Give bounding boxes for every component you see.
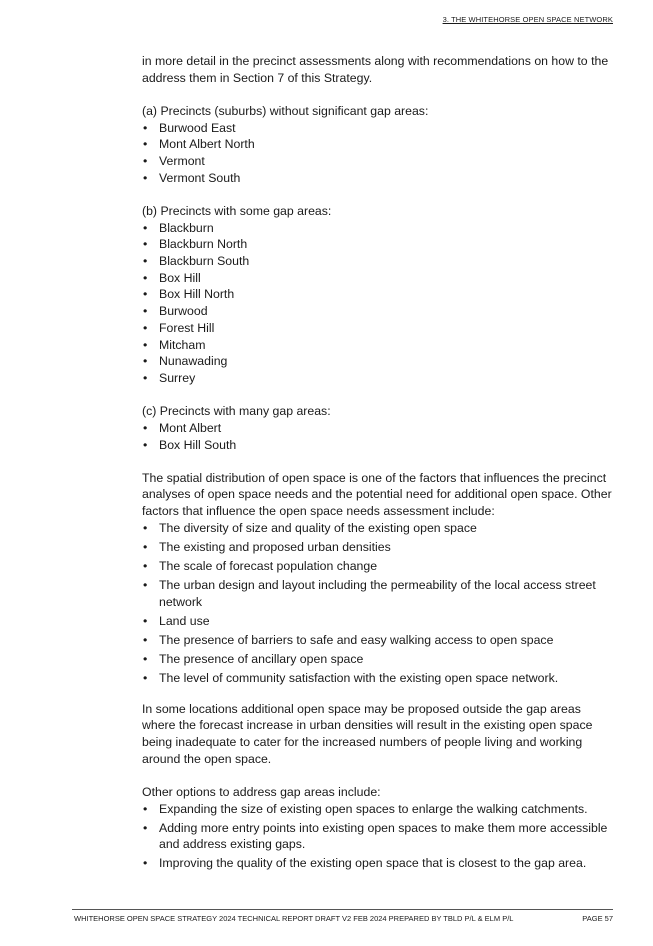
list-item: • Nunawading	[142, 353, 612, 370]
list-item: • Mont Albert North	[142, 136, 612, 153]
list-item: • The presence of barriers to safe and easy walking access to open space	[142, 632, 612, 649]
running-header: 3. THE WHITEHORSE OPEN SPACE NETWORK	[442, 15, 613, 24]
list-item: • The scale of forecast population change	[142, 558, 612, 575]
list-item: • Vermont	[142, 153, 612, 170]
factors-paragraph: The spatial distribution of open space is one of the factors that influences the precinct analyses of open space needs and the potential need for additional open space. Other factors that influence the open space needs assessment include:	[142, 470, 612, 519]
list-item: • The existing and proposed urban densities	[142, 539, 612, 556]
group-c-heading: (c) Precincts with many gap areas:	[142, 404, 331, 419]
list-item: • The level of community satisfaction with the existing open space network.	[142, 670, 612, 687]
list-item: • The urban design and layout including the permeability of the local access street network	[142, 577, 612, 610]
list-item: • Blackburn South	[142, 253, 612, 270]
list-item: • Mont Albert	[142, 420, 612, 437]
list-item: • Box Hill South	[142, 437, 612, 454]
intro-paragraph: in more detail in the precinct assessments along with recommendations on how to the address them in Section 7 of this Strategy.	[142, 54, 609, 85]
list-item: • Forest Hill	[142, 320, 612, 337]
factors-list	[142, 520, 612, 686]
list-item: • Mitcham	[142, 337, 612, 354]
options-heading: Other options to address gap areas include:	[142, 784, 381, 799]
options-list	[142, 801, 612, 872]
list-item: • The presence of ancillary open space	[142, 651, 612, 668]
group-c-list	[142, 420, 612, 453]
list-item: • Improving the quality of the existing open space that is closest to the gap area.	[142, 855, 612, 872]
list-item: • Blackburn	[142, 220, 612, 237]
list-item: • Box Hill North	[142, 286, 612, 303]
list-item: • Expanding the size of existing open spaces to enlarge the walking catchments.	[142, 801, 612, 818]
list-item: • Burwood	[142, 303, 612, 320]
footer-divider	[72, 909, 613, 910]
group-a-list	[142, 120, 612, 187]
group-b-heading: (b) Precincts with some gap areas:	[142, 203, 332, 218]
list-item: • Surrey	[142, 370, 612, 387]
group-a-heading: (a) Precincts (suburbs) without significant gap areas:	[142, 103, 429, 118]
list-item: • Box Hill	[142, 270, 612, 287]
list-item: • The diversity of size and quality of the existing open space	[142, 520, 612, 537]
list-item: • Adding more entry points into existing open spaces to make them more accessible and address existing gaps.	[142, 820, 612, 853]
page-body	[142, 53, 612, 874]
footer-document-info: WHITEHORSE OPEN SPACE STRATEGY 2024 TECHNICAL REPORT DRAFT V2 FEB 2024 PREPARED BY TBLD P/L & ELM P/L	[74, 914, 514, 923]
additional-paragraph: In some locations additional open space may be proposed outside the gap areas where the forecast increase in urban densities will result in the existing open space being inadequate to cater for the increased numbers of people living and working around the open space.	[142, 701, 593, 766]
list-item: • Land use	[142, 613, 612, 630]
list-item: • Burwood East	[142, 120, 612, 137]
list-item: • Vermont South	[142, 170, 612, 187]
list-item: • Blackburn North	[142, 236, 612, 253]
page-number: PAGE 57	[582, 914, 613, 923]
group-b-list	[142, 220, 612, 387]
